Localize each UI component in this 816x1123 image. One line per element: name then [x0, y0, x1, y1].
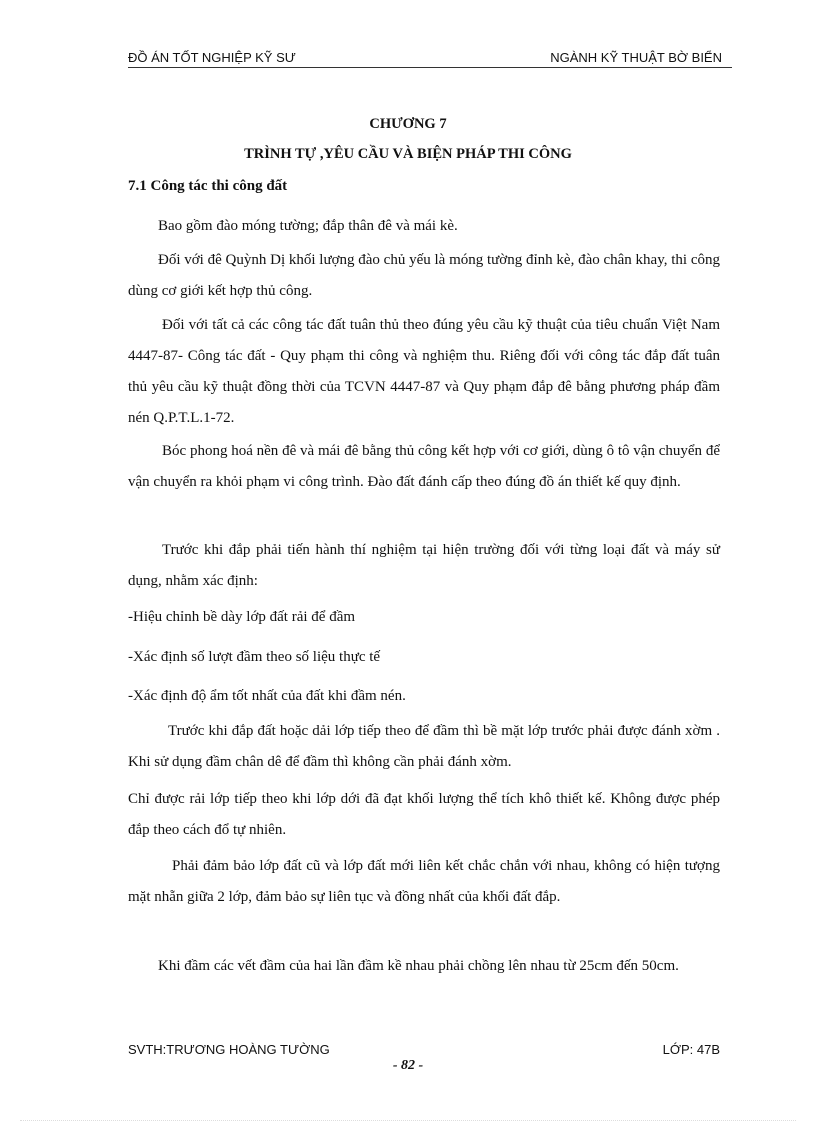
paragraph: Đối với đê Quỳnh Dị khối lượng đào chủ yếu là móng tường đỉnh kè, đào chân khay, thi công dùng cơ giới kết hợp thủ công.	[128, 252, 720, 299]
chapter-title: TRÌNH TỰ ,YÊU CẦU VÀ BIỆN PHÁP THI CÔNG	[244, 146, 572, 162]
footer-student: SVTH:TRƯƠNG HOÀNG TƯỜNG	[128, 1042, 330, 1057]
page-bottom-border	[20, 1120, 796, 1121]
header-right: NGÀNH KỸ THUẬT BỜ BIỂN	[550, 50, 722, 65]
paragraph: Chỉ được rải lớp tiếp theo khi lớp dới đã đạt khối lượng thể tích khô thiết kế. Không được phép đắp theo cách đổ tự nhiên.	[128, 791, 720, 838]
paragraph: Trước khi đắp phải tiến hành thí nghiệm tại hiện trường đối với từng loại đất và máy sử dụng, nhằm xác định:	[128, 542, 720, 589]
paragraph: Khi đầm các vết đầm của hai lần đầm kề nhau phải chồng lên nhau từ 25cm đến 50cm.	[158, 958, 679, 974]
header-left: ĐỒ ÁN TỐT NGHIỆP KỸ SƯ	[128, 50, 296, 65]
paragraph: Bóc phong hoá nền đê và mái đê bằng thủ công kết hợp với cơ giới, dùng ô tô vận chuyển để vận chuyển ra khỏi phạm vi công trình. Đào đất đánh cấp theo đúng đồ án thiết kế quy định.	[128, 443, 720, 490]
header-rule	[128, 67, 732, 68]
section-heading: 7.1 Công tác thi công đất	[128, 178, 288, 194]
list-item: -Hiệu chỉnh bề dày lớp đất rải để đầm	[128, 609, 356, 625]
paragraph: Bao gồm đào móng tường; đắp thân đê và mái kè.	[158, 218, 458, 234]
page-number: - 82 -	[392, 1058, 424, 1073]
list-item: -Xác định số lượt đầm theo số liệu thực tế	[128, 649, 381, 665]
paragraph: Phải đảm bảo lớp đất cũ và lớp đất mới liên kết chắc chắn với nhau, không có hiện tượng mặt nhẵn giữa 2 lớp, đảm bảo sự liên tục và đồng nhất của khối đất đắp.	[128, 858, 720, 905]
footer-class: LỚP: 47B	[662, 1042, 720, 1057]
paragraph: Trước khi đắp đất hoặc dải lớp tiếp theo để đầm thì bề mặt lớp trước phải được đánh xờm . Khi sử dụng đầm chân dê để đầm thì không cần phải đánh xờm.	[128, 723, 720, 770]
list-item: -Xác định độ ẩm tốt nhất của đất khi đầm nén.	[128, 688, 406, 704]
paragraph: Đối với tất cả các công tác đất tuân thủ theo đúng yêu cầu kỹ thuật của tiêu chuẩn Việt Nam 4447-87- Công tác đất - Quy phạm thi công và nghiệm thu. Riêng đối với công tác đắp đất tuân thủ yêu cầu kỹ thuật đồng thời của TCVN 4447-87 và Quy phạm đắp đê bằng phương pháp đầm nén Q.P.T.L.1-72.	[128, 317, 720, 426]
chapter-number: CHƯƠNG 7	[369, 116, 447, 132]
